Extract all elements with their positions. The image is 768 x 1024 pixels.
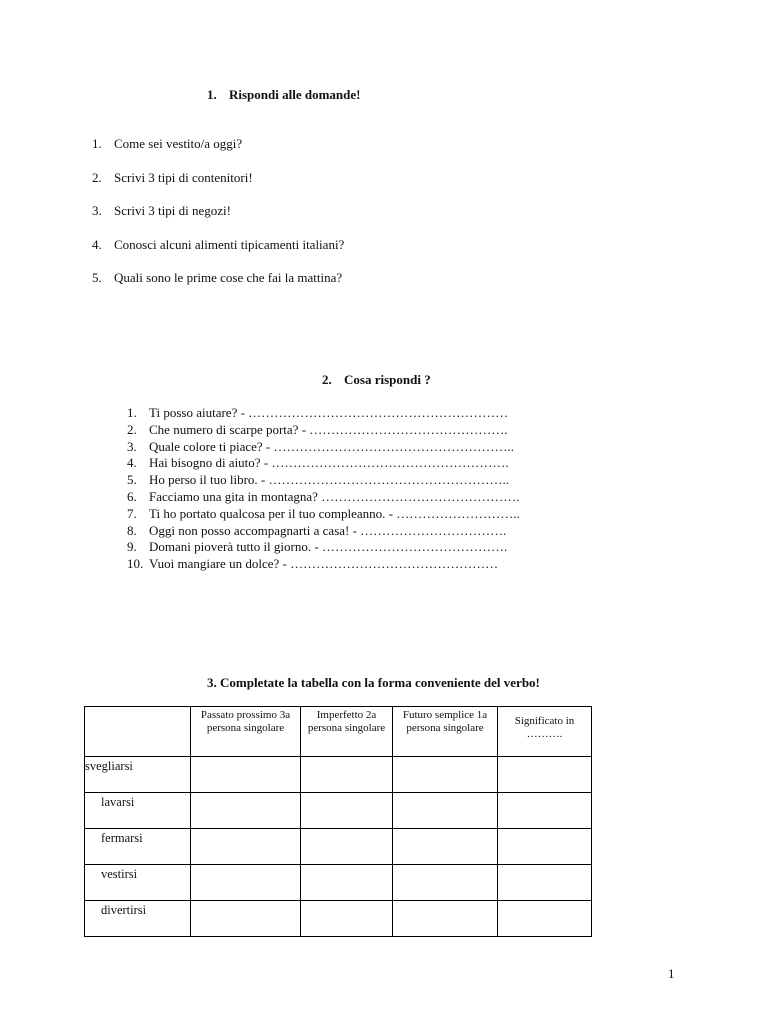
item-number: 7.	[127, 505, 137, 521]
table-row	[85, 901, 592, 937]
dialogue-prompt: Quale colore ti piace? - ………………………………………………..	[149, 438, 515, 454]
question-text: Come sei vestito/a oggi?	[114, 136, 243, 151]
answer-cell[interactable]	[191, 757, 301, 793]
table-header-row	[85, 707, 592, 757]
answer-cell[interactable]	[191, 793, 301, 829]
list-item	[127, 523, 520, 540]
list-item	[127, 422, 520, 439]
list-item	[127, 556, 520, 573]
dialogue-prompt: Ti posso aiutare? - ……………………………………………………	[149, 405, 509, 420]
page-number: 1	[668, 966, 675, 981]
answer-cell[interactable]	[498, 793, 592, 829]
item-number: 5.	[92, 270, 102, 285]
verb-cell: svegliarsi	[85, 757, 191, 793]
question-text: Scrivi 3 tipi di negozi!	[114, 203, 231, 218]
list-item	[92, 170, 344, 204]
table-header-cell: Imperfetto 2a persona singolare	[301, 707, 393, 757]
answer-cell[interactable]	[498, 901, 592, 937]
section1-question-list	[92, 136, 344, 304]
item-number: 3.	[92, 203, 102, 218]
answer-cell[interactable]	[191, 901, 301, 937]
section2-number: 2.	[322, 372, 332, 387]
list-item	[127, 506, 520, 523]
table-row	[85, 865, 592, 901]
table-row	[85, 793, 592, 829]
list-item	[92, 136, 344, 170]
dialogue-prompt: Hai bisogno di aiuto? - ……………………………………………….	[149, 455, 509, 471]
answer-cell[interactable]	[393, 865, 498, 901]
item-number: 6.	[127, 488, 137, 504]
verb-cell: lavarsi	[85, 793, 191, 829]
answer-cell[interactable]	[393, 901, 498, 937]
item-number: 2.	[92, 169, 102, 185]
dialogue-prompt: Ti ho portato qualcosa per il tuo compleanno. - ………………………..	[149, 505, 520, 521]
answer-cell[interactable]	[301, 757, 393, 793]
question-text: Conosci alcuni alimenti tipicamenti italiani?	[114, 236, 345, 252]
table-header-cell: Significato in ……….	[498, 707, 592, 757]
answer-cell[interactable]	[498, 757, 592, 793]
section2-heading	[322, 372, 431, 388]
answer-cell[interactable]	[301, 865, 393, 901]
section1-heading	[207, 87, 360, 103]
answer-cell[interactable]	[301, 901, 393, 937]
list-item	[127, 539, 520, 556]
list-item	[127, 472, 520, 489]
list-item	[92, 203, 344, 237]
list-item	[127, 405, 520, 422]
list-item	[92, 270, 344, 304]
list-item	[127, 455, 520, 472]
item-number: 8.	[127, 522, 137, 538]
answer-cell[interactable]	[191, 865, 301, 901]
answer-cell[interactable]	[393, 829, 498, 865]
dialogue-prompt: Vuoi mangiare un dolce? - …………………………………………	[149, 556, 499, 572]
table-header-cell: Futuro semplice 1a persona singolare	[393, 707, 498, 757]
table-header-cell	[85, 707, 191, 757]
table-row	[85, 829, 592, 865]
item-number: 4.	[127, 455, 137, 471]
list-item	[92, 237, 344, 271]
table-header-cell: Passato prossimo 3a persona singolare	[191, 707, 301, 757]
dialogue-prompt: Ho perso il tuo libro. - ………………………………………………..	[149, 472, 510, 488]
item-number: 3.	[127, 438, 137, 454]
section2-title: Cosa rispondi ?	[344, 372, 431, 387]
item-number: 1.	[92, 136, 102, 151]
item-number: 5.	[127, 472, 137, 488]
item-number: 2.	[127, 421, 137, 437]
item-number: 9.	[127, 539, 137, 555]
section1-title: Rispondi alle domande!	[229, 87, 361, 102]
answer-cell[interactable]	[191, 829, 301, 865]
section2-item-list	[127, 405, 520, 573]
verb-cell: vestirsi	[85, 865, 191, 901]
list-item	[127, 489, 520, 506]
question-text: Scrivi 3 tipi di contenitori!	[114, 169, 253, 185]
answer-cell[interactable]	[498, 829, 592, 865]
answer-cell[interactable]	[301, 829, 393, 865]
dialogue-prompt: Che numero di scarpe porta? - ……………………………………….	[149, 421, 508, 437]
verb-table	[84, 706, 592, 937]
item-number: 4.	[92, 236, 102, 252]
table-row	[85, 757, 592, 793]
verb-cell: divertirsi	[85, 901, 191, 937]
answer-cell[interactable]	[498, 865, 592, 901]
item-number: 10.	[127, 556, 144, 572]
dialogue-prompt: Facciamo una gita in montagna? ……………………………………….	[149, 488, 520, 504]
verb-cell: fermarsi	[85, 829, 191, 865]
answer-cell[interactable]	[393, 757, 498, 793]
question-text: Quali sono le prime cose che fai la mattina?	[114, 270, 343, 285]
answer-cell[interactable]	[393, 793, 498, 829]
dialogue-prompt: Domani pioverà tutto il giorno. - …………………………………….	[149, 539, 508, 555]
list-item	[127, 439, 520, 456]
item-number: 1.	[127, 405, 137, 420]
answer-cell[interactable]	[301, 793, 393, 829]
section1-number: 1.	[207, 87, 217, 102]
dialogue-prompt: Oggi non posso accompagnarti a casa! - …………………………….	[149, 522, 507, 538]
section3-title: 3. Completate la tabella con la forma conveniente del verbo!	[207, 675, 540, 690]
